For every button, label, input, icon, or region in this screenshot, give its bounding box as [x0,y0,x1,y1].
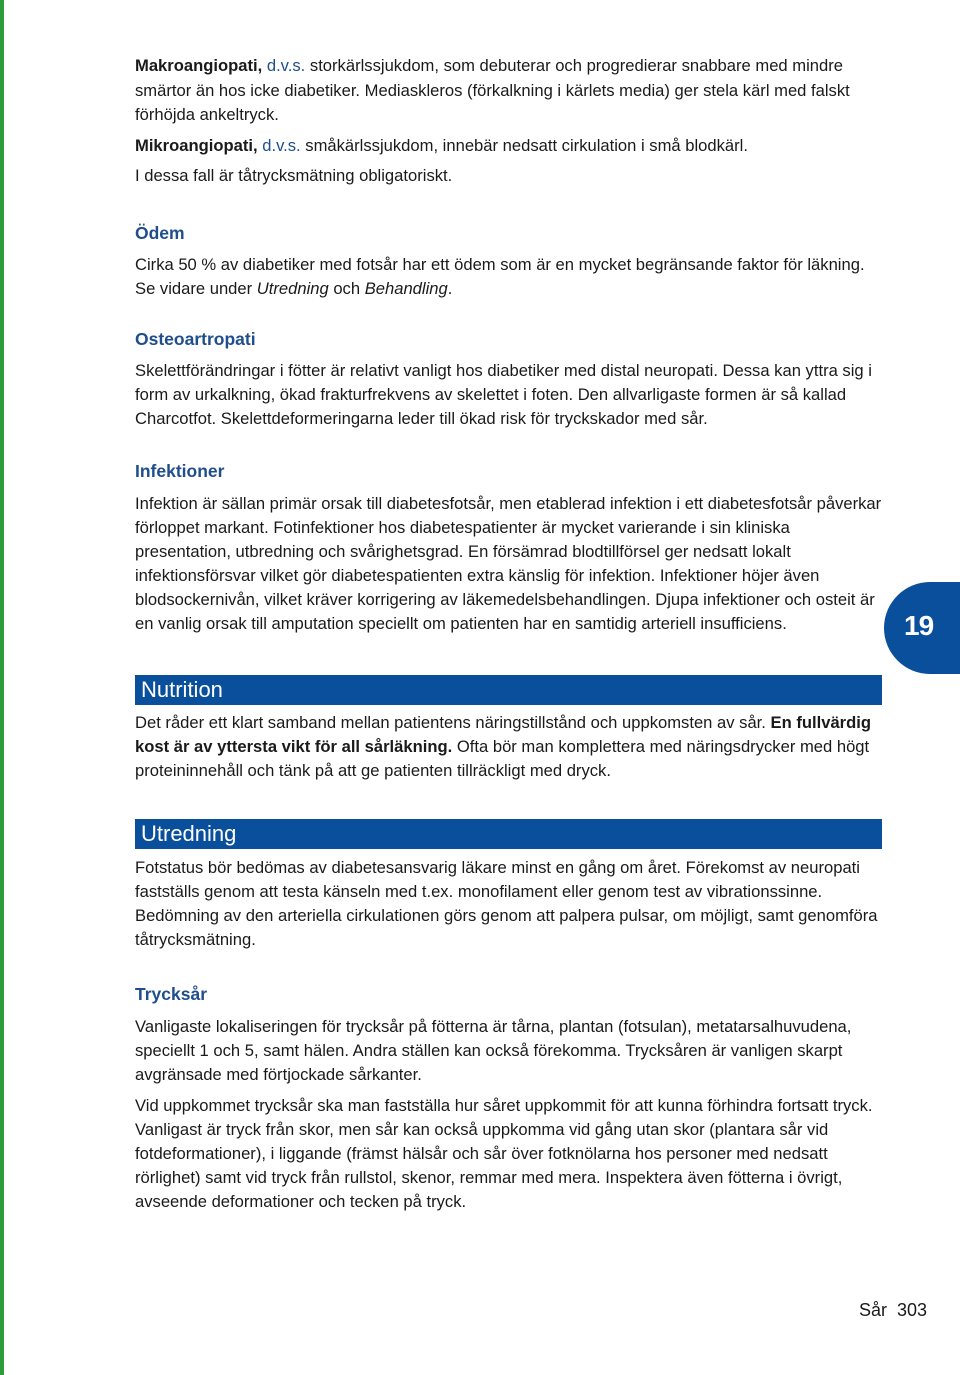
angiopati-section [135,54,882,189]
footer-section: Sår [858,1300,887,1320]
infektioner-heading: Infektioner [135,460,225,481]
mikro-dvs: d.v.s. [257,135,301,155]
nutrition-text-b: Ofta bör man komplettera med näringsdrycker med högt proteininnehåll och tänk på att ge patienten tillräckligt med dryck. [135,736,870,780]
page-number: 303 [896,1300,927,1320]
mikro-text: småkärlssjukdom, innebär nedsatt cirkulation i små blodkärl. [300,135,748,155]
trycksar-paragraph-2: Vid uppkommet trycksår ska man fastställa hur såret uppkommit för att kunna förhindra fortsatt tryck. Vanligast är tryck från skor, men sår kan också uppkomma vid gång utan skor (plantara sår vid fotdeformationer), i liggande (främst hälsår och sår över fotknölarna hos personer med nedsatt rörlighet) samt vid tryck från rullstol, skenor, remmar med mera. Inspektera även fötterna i övrigt, avseende deformationer och tecken på tryck. [135,1095,873,1211]
chapter-number: 19 [904,610,934,641]
nutrition-banner [135,675,882,705]
utredning-ref: Utredning [256,278,329,298]
utredning-paragraph: Fotstatus bör bedömas av diabetesansvarig läkare minst en gång om året. Förekomst av neuropati fastställs genom att testa känseln med t.ex. monofilament eller genom test av vibrationssinne. Bedömning av den arteriella cirkulationen görs genom att palpera pulsar, om möjligt, samt genomföra tåtrycksmätning. [135,857,878,949]
infektioner-paragraph: Infektion är sällan primär orsak till diabetesfotsår, men etablerad infektion i ett diabetesfotsår påverkar förloppet markant. Fotinfektioner hos diabetespatienter är mycket varierande i sin kliniska presentation, utbredning och svårighetsgrad. En försämrad blodtillförsel ger nedsatt lokalt infektionsförsvar vilket gör diabetespatienten extra känslig för infektion. Infektioner höjer även blodsockernivån, vilket kräver korrigering av läkemedelsbehandlingen. Djupa infektioner och osteit är en vanlig orsak till amputation speciellt om patienten har en samtidig arteriell insufficiens. [135,493,882,633]
chapter-tab [884,582,960,674]
utredning-banner [135,819,882,849]
odem-paragraph [135,253,882,301]
nutrition-text-a: Det råder ett klart samband mellan patientens näringstillstånd och uppkomsten av sår. [135,712,771,732]
makro-dvs: d.v.s. [262,56,306,75]
utredning-heading: Utredning [141,820,237,846]
trycksar-heading: Trycksår [135,983,208,1004]
odem-text-a: Cirka 50 % av diabetiker med fotsår har ett ödem som är en mycket begränsande faktor för läkning. Se vidare under [135,254,865,298]
mikroangiopati-paragraph [135,134,882,159]
trycksar-paragraph-1: Vanligaste lokaliseringen för trycksår på fötterna är tårna, plantan (fotsulan), metatarsalhuvudena, speciellt 1 och 5, samt hälen. Andra ställen kan också förekomma. Trycksåren är vanligen skarpt avgränsade med förtjockade sårkanter. [135,1016,852,1084]
nutrition-emphasis: En fullvärdig kost är av yttersta vikt för all sårläkning. [135,712,872,756]
makro-text: storkärlssjukdom, som debuterar och progredierar snabbare med mindre smärtor än hos icke diabetiker. Mediaskleros (förkalkning i kärlets media) ger stela kärl med falskt förhöjda ankeltryck. [135,56,850,124]
odem-text-c: . [447,278,453,298]
behandling-ref: Behandling [364,278,448,298]
osteoartropati-paragraph: Skelettförändringar i fötter är relativt vanligt hos diabetiker med distal neuropati. Dessa kan yttra sig i form av urkalkning, ökad frakturfrekvens av skelettet i foten. Den allvarligaste formen är så kallad Charcotfot. Skelettdeformeringarna leder till ökad risk för tryckskador med sår. [135,360,872,428]
makroangiopati-paragraph [135,54,882,128]
tatryck-note: I dessa fall är tåtrycksmätning obligatoriskt. [135,166,453,185]
odem-heading: Ödem [135,222,185,243]
nutrition-heading: Nutrition [141,676,223,702]
mikroangiopati-term: Mikroangiopati, [135,135,258,155]
odem-text-b: och [328,278,365,298]
makroangiopati-term: Makroangiopati, [135,56,263,75]
left-margin-bar [0,0,4,1375]
osteoartropati-heading: Osteoartropati [135,328,256,349]
page-footer [859,1300,927,1321]
page-content [135,54,882,1214]
nutrition-paragraph [135,711,882,783]
